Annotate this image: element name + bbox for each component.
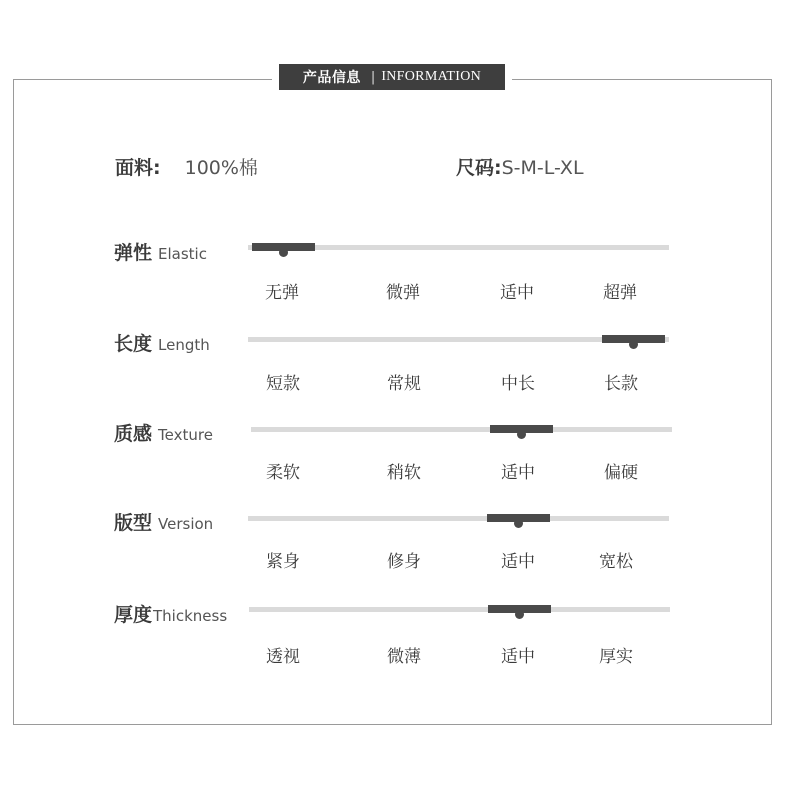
scale-option: 偏硬 — [604, 463, 638, 483]
scale-track-thickness — [249, 607, 670, 612]
scale-marker-length — [602, 335, 665, 343]
scale-option: 短款 — [266, 374, 300, 394]
marker-pointer — [517, 430, 526, 439]
row-label-en: Texture — [158, 426, 213, 444]
row-label-en: Thickness — [153, 607, 228, 625]
row-label-version — [114, 508, 213, 535]
scale-option: 适中 — [500, 283, 534, 303]
scale-option: 超弹 — [603, 283, 637, 303]
scale-marker-thickness — [488, 605, 551, 613]
size-info — [456, 156, 584, 180]
marker-pointer — [279, 248, 288, 257]
marker-pointer — [629, 340, 638, 349]
fabric-label: 面料: — [115, 157, 161, 179]
scale-option: 无弹 — [265, 283, 299, 303]
scale-option: 宽松 — [599, 552, 633, 572]
fabric-info — [115, 156, 258, 180]
row-label-cn: 质感 — [114, 423, 153, 445]
scale-option: 透视 — [266, 647, 300, 667]
scale-option: 适中 — [501, 552, 535, 572]
scale-option: 厚实 — [599, 647, 633, 667]
header-title-cn: 产品信息 — [302, 70, 361, 86]
scale-marker-texture — [490, 425, 553, 433]
scale-option: 适中 — [501, 647, 535, 667]
size-label: 尺码: — [456, 157, 502, 179]
scale-option: 修身 — [387, 552, 421, 572]
row-label-texture — [114, 419, 213, 446]
row-label-elastic — [114, 238, 207, 265]
marker-pointer — [514, 519, 523, 528]
row-label-thickness — [114, 600, 227, 627]
row-label-cn: 弹性 — [114, 242, 153, 264]
scale-option: 长款 — [604, 374, 638, 394]
size-value: S-M-L-XL — [501, 157, 584, 179]
fabric-value: 100%棉 — [184, 157, 258, 179]
marker-pointer — [515, 610, 524, 619]
row-label-length — [114, 329, 210, 356]
header-banner — [279, 64, 505, 90]
scale-marker-elastic — [252, 243, 315, 251]
row-label-cn: 厚度 — [114, 604, 153, 626]
row-label-en: Length — [158, 336, 210, 354]
scale-track-texture — [251, 427, 672, 432]
row-label-en: Version — [158, 515, 214, 533]
row-label-en: Elastic — [158, 245, 207, 263]
header-separator: | — [370, 69, 376, 85]
header-title-en: INFORMATION — [381, 69, 482, 84]
scale-marker-version — [487, 514, 550, 522]
scale-option: 稍软 — [387, 463, 421, 483]
row-label-cn: 长度 — [114, 333, 153, 355]
scale-option: 微弹 — [386, 283, 420, 303]
row-label-cn: 版型 — [114, 512, 153, 534]
scale-option: 中长 — [501, 374, 535, 394]
scale-track-version — [248, 516, 669, 521]
scale-option: 柔软 — [266, 463, 300, 483]
scale-option: 适中 — [501, 463, 535, 483]
scale-option: 微薄 — [387, 647, 421, 667]
scale-option: 常规 — [387, 374, 421, 394]
scale-option: 紧身 — [266, 552, 300, 572]
